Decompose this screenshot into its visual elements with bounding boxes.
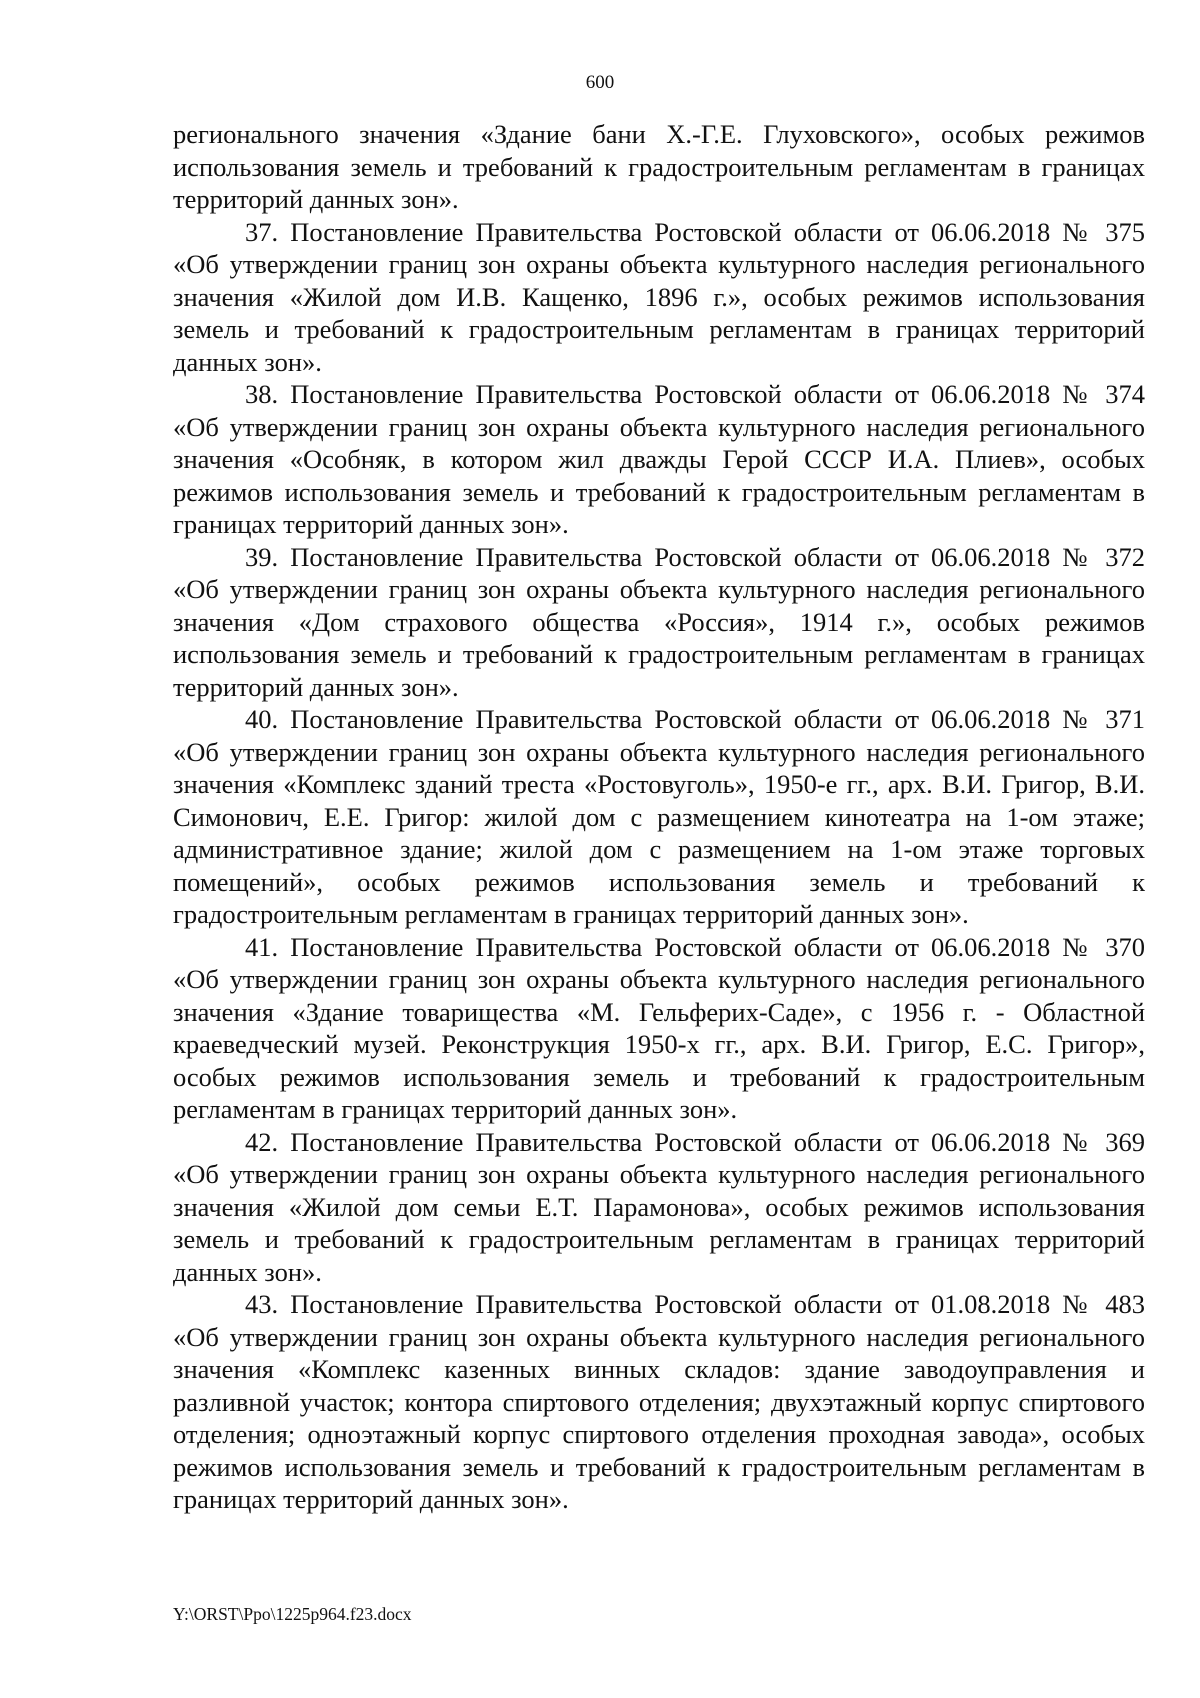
paragraph-item-39: 39. Постановление Правительства Ростовской области от 06.06.2018 № 372 «Об утверждении границ зон охраны объекта культурного наследия регионального значения «Дом страхового общества «Россия», 1914 г.», особых режимов использования земель и требований к градостроительным регламентам в границах территорий данных зон». <box>173 541 1145 702</box>
paragraph-item-40: 40. Постановление Правительства Ростовской области от 06.06.2018 № 371 «Об утверждении границ зон охраны объекта культурного наследия регионального значения «Комплекс зданий треста «Ростовуголь», 1950-е гг., арх. В.И. Григор, В.И. Симонович, Е.Е. Григор: жилой дом с размещением кинотеатра на 1-ом этаже; административное здание; жилой дом с размещением на 1-ом этаже торговых помещений», особых режимов использования земель и требований к градостроительным регламентам в границах территорий данных зон». <box>173 704 1145 929</box>
page-number: 600 <box>585 72 615 93</box>
paragraph-item-42: 42. Постановление Правительства Ростовской области от 06.06.2018 № 369 «Об утверждении границ зон охраны объекта культурного наследия регионального значения «Жилой дом семьи Е.Т. Парамонова», особых режимов использования земель и требований к градостроительным регламентам в границах территорий данных зон». <box>173 1126 1145 1287</box>
paragraph-item-41: 41. Постановление Правительства Ростовской области от 06.06.2018 № 370 «Об утверждении границ зон охраны объекта культурного наследия регионального значения «Здание товарищества «М. Гельферих-Саде», с 1956 г. - Областной краеведческий музей. Реконструкция 1950-х гг., арх. В.И. Григор, Е.С. Григор», особых режимов использования земель и требований к градостроительным регламентам в границах территорий данных зон». <box>173 931 1145 1124</box>
paragraph-item-43: 43. Постановление Правительства Ростовской области от 01.08.2018 № 483 «Об утверждении границ зон охраны объекта культурного наследия регионального значения «Комплекс казенных винных складов: здание заводоуправления и разливной участок; контора спиртового отделения; двухэтажный корпус спиртового отделения; одноэтажный корпус спиртового отделения проходная завода», особых режимов использования земель и требований к градостроительным регламентам в границах территорий данных зон». <box>173 1289 1145 1514</box>
paragraph-item-37: 37. Постановление Правительства Ростовской области от 06.06.2018 № 375 «Об утверждении границ зон охраны объекта культурного наследия регионального значения «Жилой дом И.В. Кащенко, 1896 г.», особых режимов использования земель и требований к градостроительным регламентам в границах территорий данных зон». <box>173 216 1145 377</box>
footer-file-path: Y:\ORST\Ppo\1225p964.f23.docx <box>173 1604 412 1624</box>
paragraph-item-38: 38. Постановление Правительства Ростовской области от 06.06.2018 № 374 «Об утверждении границ зон охраны объекта культурного наследия регионального значения «Особняк, в котором жил дважды Герой СССР И.А. Плиев», особых режимов использования земель и требований к градостроительным регламентам в границах территорий данных зон». <box>173 379 1145 539</box>
paragraph-continuation: регионального значения «Здание бани Х.-Г.Е. Глуховского», особых режимов использования земель и требований к градостроительным регламентам в границах территорий данных зон». <box>173 119 1145 214</box>
document-body <box>173 118 1145 1516</box>
